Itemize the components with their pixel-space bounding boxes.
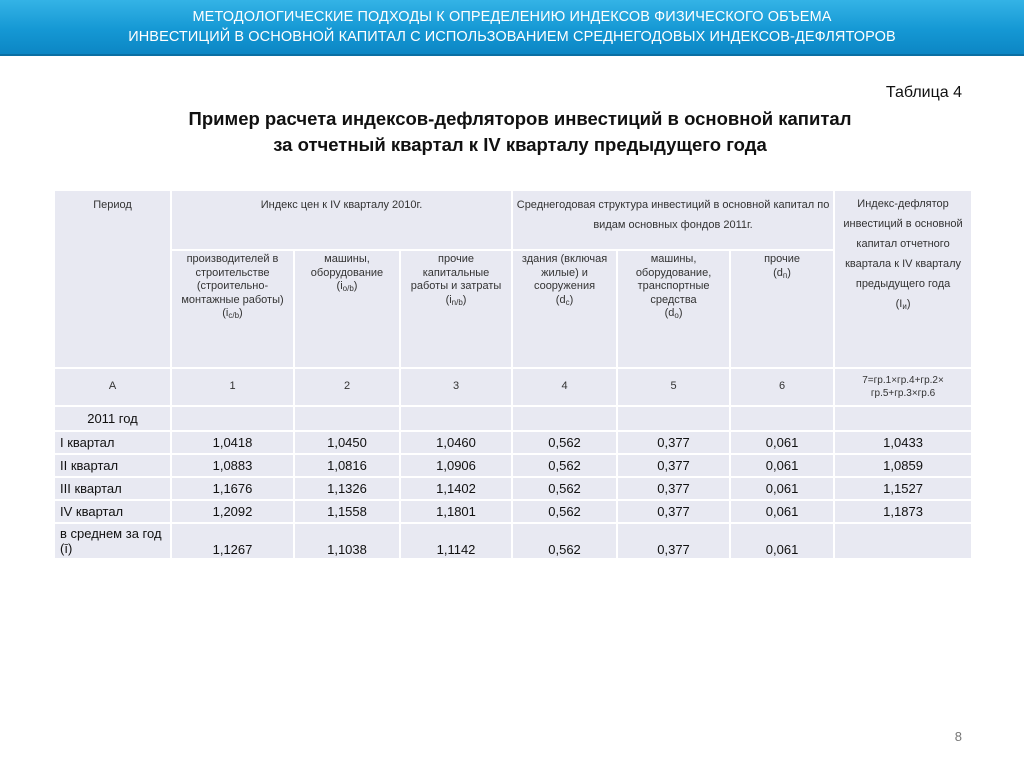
column-index-cell: 3: [400, 368, 512, 406]
subheader-symbol: $(i_{o/b})$: [336, 280, 358, 293]
table-cell: 1,2092: [171, 500, 294, 523]
subheader-cell: здания (включая жилые) и сооружения $(d_c)$: [512, 250, 617, 368]
table-cell: 1,0883: [171, 454, 294, 477]
table-cell: 0,061: [730, 454, 834, 477]
table-cell: 1,1873: [834, 500, 972, 523]
table-cell: 1,1326: [294, 477, 400, 500]
column-index-cell: 4: [512, 368, 617, 406]
table-row: [54, 500, 972, 523]
table-cell: 1,1676: [171, 477, 294, 500]
header-structure: Среднегодовая структура инвестиций в основной капитал по видам основных фондов 2011г.: [512, 190, 834, 250]
table-title-line-1: Пример расчета индексов-дефляторов инвестиций в основной капитал: [188, 108, 852, 129]
table-cell: 1,0906: [400, 454, 512, 477]
year-row: [54, 406, 972, 431]
subheader-cell: производителей в строительстве (строительно-монтажные работы) $(i_{c/b})$: [171, 250, 294, 368]
column-index-cell: 5: [617, 368, 730, 406]
subheader-cell: машины, оборудование, транспортные средства $(d_o)$: [617, 250, 730, 368]
table-cell: 0,562: [512, 500, 617, 523]
page-number: 8: [954, 729, 962, 744]
table-cell: 1,0460: [400, 431, 512, 454]
row-label: в среднем за год (ī): [54, 523, 171, 559]
header-period: Период: [54, 190, 171, 368]
table-cell: 1,0450: [294, 431, 400, 454]
column-index-cell: А: [54, 368, 171, 406]
table-cell: 0,377: [617, 454, 730, 477]
column-index-cell: 1: [171, 368, 294, 406]
table-cell: 1,1142: [400, 523, 512, 559]
subheader-cell: машины, оборудование $(i_{o/b})$: [294, 250, 400, 368]
row-label: I квартал: [54, 431, 171, 454]
table-title: [100, 106, 940, 158]
table-cell: 1,0816: [294, 454, 400, 477]
header-deflator-symbol: $(I_и)$: [895, 298, 911, 311]
table-row: [54, 431, 972, 454]
row-label: II квартал: [54, 454, 171, 477]
subheader-symbol: $(i_{c/b})$: [222, 307, 243, 320]
table-cell: 0,562: [512, 454, 617, 477]
table-cell: 0,377: [617, 477, 730, 500]
table-label: Таблица 4: [885, 84, 962, 101]
table-row: [54, 454, 972, 477]
deflator-table: [53, 189, 973, 560]
table-cell: 0,377: [617, 431, 730, 454]
table-cell: 0,061: [730, 477, 834, 500]
subheader-symbol: $(i_{n/b})$: [445, 293, 467, 307]
subheader-symbol: $(d_п)$: [773, 266, 791, 280]
table-cell: 1,1527: [834, 477, 972, 500]
table-cell: 1,1402: [400, 477, 512, 500]
year-label: 2011 год: [54, 406, 171, 431]
subheader-cell: прочие $(d_п)$: [730, 250, 834, 368]
subheader-symbol: $(d_o)$: [664, 307, 683, 320]
table-cell: 1,0418: [171, 431, 294, 454]
header-line-2: ИНВЕСТИЦИЙ В ОСНОВНОЙ КАПИТАЛ С ИСПОЛЬЗОВАНИЕМ СРЕДНЕГОДОВЫХ ИНДЕКСОВ-ДЕФЛЯТОРОВ: [128, 29, 896, 45]
table-cell: 0,377: [617, 523, 730, 559]
table-cell: 1,0433: [834, 431, 972, 454]
subheader-cell: прочие капитальные работы и затраты $(i_{n/b})$: [400, 250, 512, 368]
column-index-cell: 2: [294, 368, 400, 406]
table-cell: 0,377: [617, 500, 730, 523]
table-cell: 0,061: [730, 523, 834, 559]
header-line-1: МЕТОДОЛОГИЧЕСКИЕ ПОДХОДЫ К ОПРЕДЕЛЕНИЮ ИНДЕКСОВ ФИЗИЧЕСКОГО ОБЪЕМА: [192, 9, 832, 25]
header-deflator: [834, 190, 972, 368]
table-cell: 1,0859: [834, 454, 972, 477]
table-cell: 1,1558: [294, 500, 400, 523]
table-row: [54, 477, 972, 500]
table-row: [54, 523, 972, 559]
table-cell: 1,1801: [400, 500, 512, 523]
table-title-line-2: за отчетный квартал к IV кварталу предыдущего года: [273, 134, 767, 155]
table-cell: 0,061: [730, 500, 834, 523]
table-cell: 1,1267: [171, 523, 294, 559]
row-label: III квартал: [54, 477, 171, 500]
table-cell: 0,562: [512, 523, 617, 559]
header-price-index: Индекс цен к IV кварталу 2010г.: [171, 190, 512, 250]
column-index-row: [54, 368, 972, 406]
subheader-symbol: $(d_c)$: [555, 293, 574, 307]
row-label: IV квартал: [54, 500, 171, 523]
column-index-cell: 6: [730, 368, 834, 406]
table-cell: 0,562: [512, 477, 617, 500]
table-cell: [834, 523, 972, 559]
column-index-formula: 7=гр.1×гр.4+гр.2× гр.5+гр.3×гр.6: [834, 368, 972, 406]
header-deflator-text: Индекс-дефлятор инвестиций в основной капитал отчетного квартала к IV кварталу предыдущего года: [843, 198, 963, 290]
table-cell: 1,1038: [294, 523, 400, 559]
table-cell: 0,562: [512, 431, 617, 454]
slide-header-band: [0, 0, 1024, 56]
table-cell: 0,061: [730, 431, 834, 454]
